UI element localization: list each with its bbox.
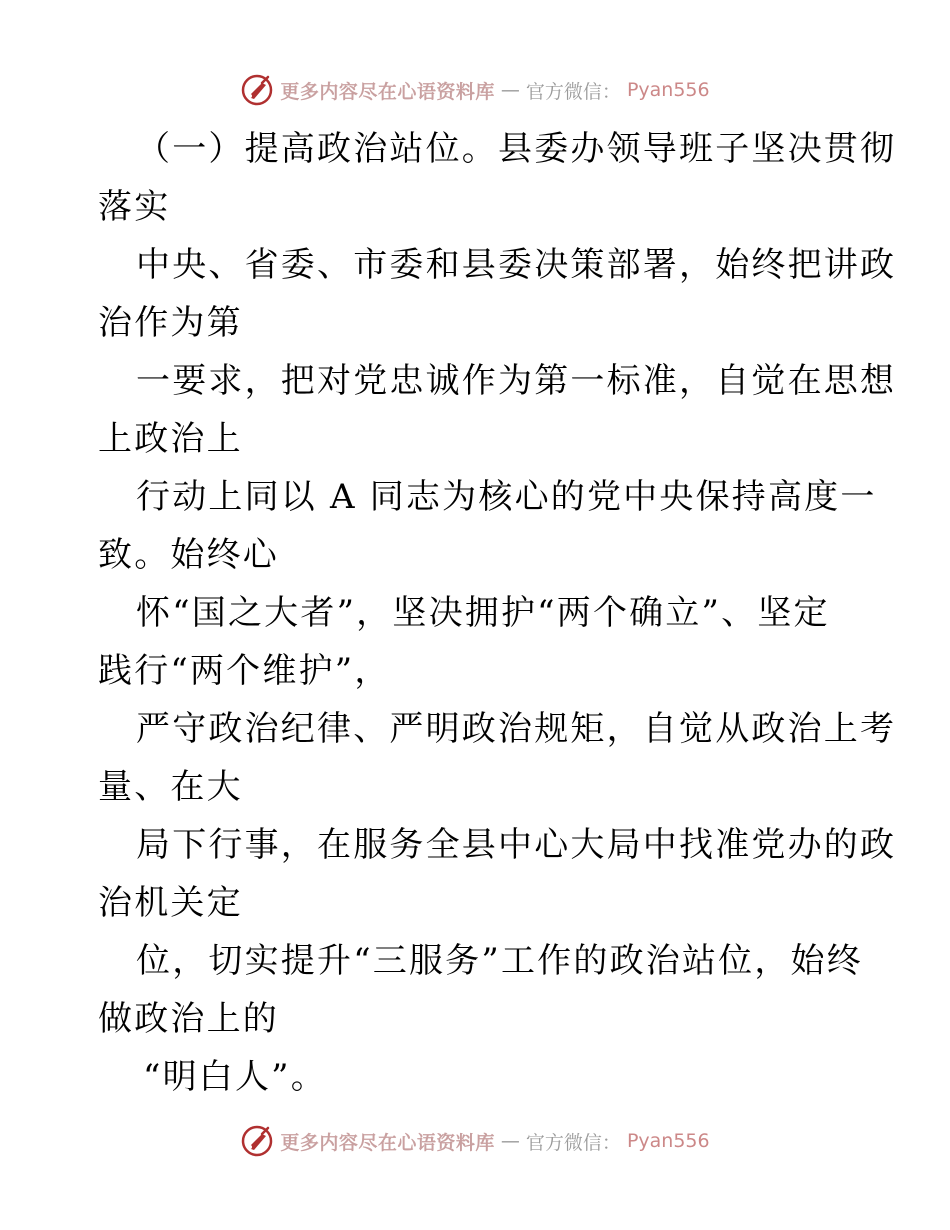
document-body — [98, 120, 897, 1106]
pen-logo-icon — [240, 1124, 274, 1158]
text-line: 落实 — [98, 187, 171, 227]
watermark-title: 更多内容尽在心语资料库 — [280, 80, 495, 103]
text-line: 一要求，把对党忠诚作为第一标准，自觉在思想 — [136, 361, 897, 401]
text-line: 严守政治纪律、严明政治规矩，自觉从政治上考 — [136, 709, 897, 749]
text-line: 位，切实提升“三服务”工作的政治站位，始终 — [136, 941, 863, 981]
watermark-separator: — — [500, 79, 520, 101]
text-line: 中央、省委、市委和县委决策部署，始终把讲政 — [136, 245, 897, 285]
text-line: 上政治上 — [98, 419, 243, 459]
text-line: 局下行事，在服务全县中心大局中找准党办的政 — [136, 825, 897, 865]
text-line: 治作为第 — [98, 303, 243, 343]
watermark-contact-label: 官方微信： — [525, 1131, 621, 1154]
text-line: 践行“两个维护”， — [98, 651, 391, 691]
text-line: 致。始终心 — [98, 535, 279, 575]
watermark-contact-label: 官方微信： — [525, 80, 621, 103]
text-line: 做政治上的 — [98, 999, 279, 1039]
footer-watermark — [0, 1121, 950, 1161]
watermark-contact-id: Pyan556 — [626, 1130, 710, 1152]
text-line: 怀“国之大者”，坚决拥护“两个确立”、坚定 — [136, 593, 830, 633]
header-watermark — [0, 70, 950, 110]
watermark-title: 更多内容尽在心语资料库 — [280, 1131, 495, 1154]
text-line: “明白人”。 — [143, 1057, 327, 1097]
watermark-contact-id: Pyan556 — [626, 79, 710, 101]
text-line: （一）提高政治站位。县委办领导班子坚决贯彻 — [136, 129, 897, 169]
text-line: 治机关定 — [98, 883, 243, 923]
text-line: 行动上同以 A 同志为核心的党中央保持高度一 — [136, 477, 877, 517]
pen-logo-icon — [240, 73, 274, 107]
watermark-separator: — — [500, 1130, 520, 1152]
text-line: 量、在大 — [98, 767, 243, 807]
